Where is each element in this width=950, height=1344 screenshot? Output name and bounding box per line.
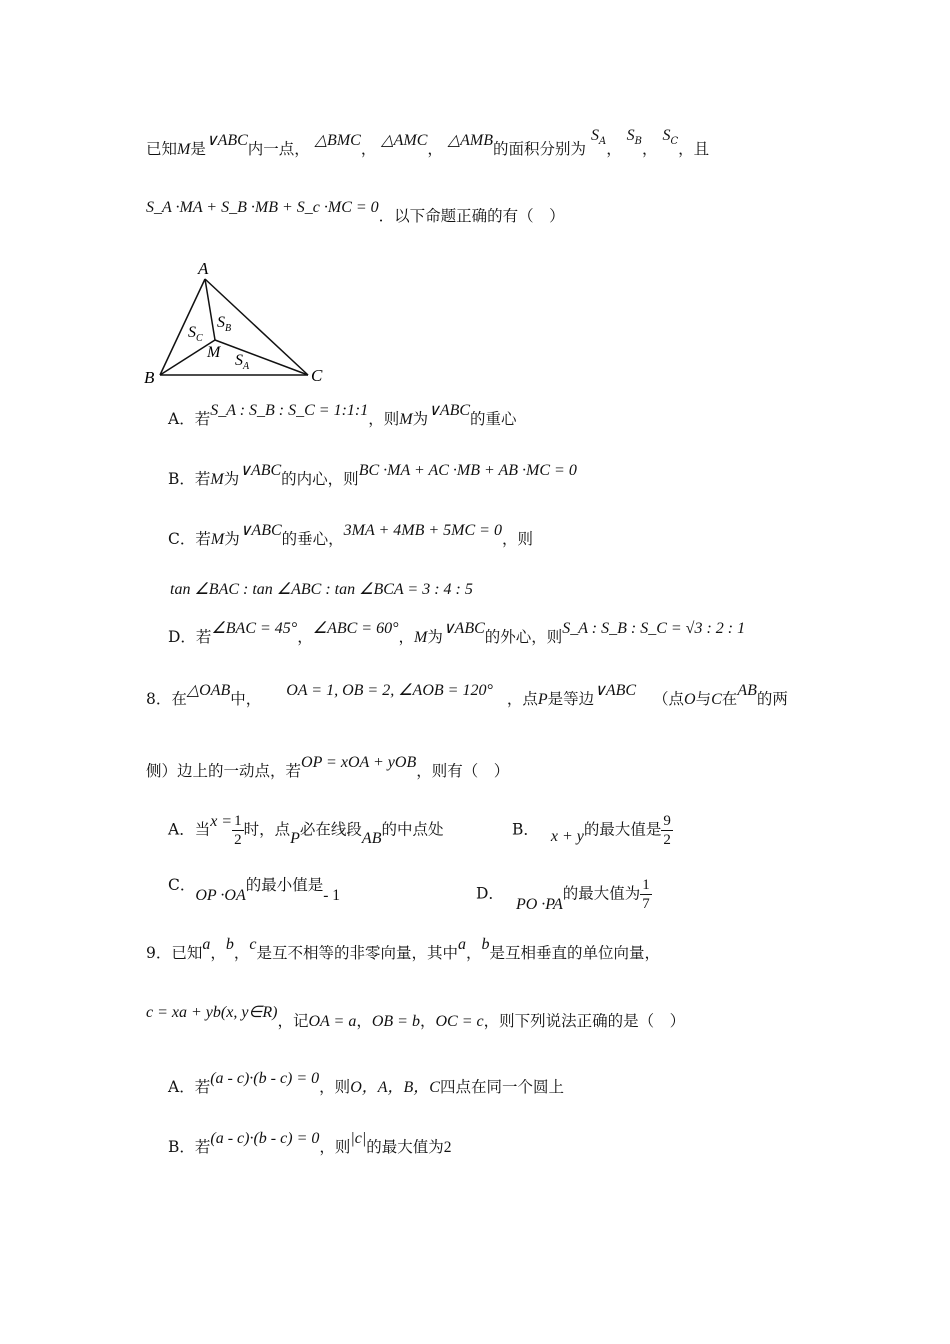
q7-option-b-equation: BC ·MA + AC ·MB + AB ·MC = 0 (358, 462, 577, 479)
q7-text: 为 (427, 628, 443, 646)
q7-angle-bac: ∠BAC = 45° (211, 620, 298, 637)
q9-option-b-equation: (a - c)·(b - c) = 0 (210, 1130, 320, 1147)
q7-var-m: M (210, 531, 225, 548)
q8-ab: AB (737, 682, 757, 699)
q8-dot-product: PO ·PA (515, 895, 563, 913)
q7-comma: ， (398, 628, 414, 646)
q7-option-d (168, 620, 746, 647)
q8-frac-nine-halves (661, 812, 673, 849)
q7-sb: S (626, 127, 635, 144)
q7-line2 (146, 199, 565, 226)
q7-text: 的外心，则 (484, 628, 563, 646)
segment-cm (215, 340, 308, 375)
q8-var-c: C (711, 691, 722, 708)
q8-dot-product: OP ·OA (195, 887, 246, 904)
q7-text: 已知 (146, 140, 178, 158)
q9-vec-b: b (225, 936, 234, 953)
q7-angle-abc: ∠ABC = 60° (312, 620, 399, 637)
q9-abs-c: |c| (350, 1130, 367, 1147)
q7-text: 是 (190, 140, 206, 158)
q9-points: O，A，B，C (350, 1079, 440, 1096)
q8-min-value: - 1 (323, 887, 341, 904)
q8-x-equals: x = (210, 812, 233, 830)
q7-text: 的重心 (470, 410, 517, 428)
q9-comma: ， (210, 944, 226, 962)
q8-option-d (476, 876, 652, 913)
q7-comma: ， (360, 140, 377, 158)
q9-oc: OC = c (435, 1013, 484, 1030)
q8-frac-half (232, 812, 244, 849)
q7-line1 (146, 127, 710, 159)
q7-sb-sub: B (634, 136, 642, 147)
q7-triangle: ∨ABC (239, 522, 282, 539)
q7-text: 为 (223, 470, 240, 488)
label-sc-s: S (188, 324, 196, 341)
q7-prompt: ．以下命题正确的有（ ） (378, 207, 565, 225)
frac-numerator: 1 (642, 877, 650, 893)
label-sb (217, 314, 231, 334)
q7-sc-sub: C (670, 136, 679, 147)
q7-amb: △AMB (447, 132, 493, 149)
q7-var-m: M (399, 411, 413, 428)
q7-var-m: M (414, 629, 428, 646)
q9-comma: ， (466, 944, 482, 962)
q7-text: 为 (412, 410, 429, 428)
q7-vector-equation: S_A ·MA + S_B ·MB + S_c ·MC = 0 (146, 199, 379, 216)
q8-line1 (146, 682, 788, 709)
q9-text: 是互相垂直的单位向量， (489, 944, 661, 962)
q7-text: 的面积分别为 (493, 140, 587, 158)
q7-amc: △AMC (381, 132, 428, 149)
q8-text: 的最小值是 (245, 876, 324, 894)
q7-text: 的垂心， (281, 530, 344, 548)
q7-text: 的内心，则 (281, 470, 359, 488)
q9-comma: ， (356, 1012, 372, 1030)
q8-text: 必在线段 (299, 820, 362, 839)
q9-option-b-label: B．若 (168, 1138, 211, 1156)
q8-triangle: △OAB (186, 682, 231, 699)
q7-option-c-tan (170, 580, 473, 599)
label-m: M (207, 344, 221, 361)
frac-denominator: 2 (663, 832, 671, 848)
q9-ob: OB = b (371, 1013, 420, 1030)
q9-text: ，则 (319, 1078, 351, 1096)
q9-number: 9．已知 (146, 944, 203, 962)
q8-option-b-label: B． (512, 820, 539, 839)
q7-option-c (168, 522, 533, 549)
q7-bmc: △BMC (314, 132, 361, 149)
q7-sa-sub: A (598, 136, 607, 147)
q8-text: 的中点处 (381, 820, 444, 839)
q8-var-p: P (537, 691, 548, 708)
q8-option-d-label: D． (476, 884, 504, 903)
q8-prompt: ，则有（ ） (416, 762, 510, 780)
q7-option-a-label: A．若 (168, 410, 211, 428)
q7-comma: ， (642, 140, 658, 158)
q9-text: 四点在同一个圆上 (439, 1078, 564, 1096)
q8-option-a (168, 812, 443, 849)
q8-text: 侧）边上的一动点，若 (146, 762, 302, 780)
label-sa (235, 352, 250, 372)
q8-var-p: P (290, 829, 300, 847)
q7-sc: S (662, 127, 671, 144)
label-sb-s: S (217, 314, 225, 331)
q9-text: 是互不相等的非零向量，其中 (256, 944, 459, 962)
q9-max-value: 2 (443, 1139, 452, 1156)
q8-option-b (512, 812, 673, 849)
q7-option-d-ratio: S_A : S_B : S_C = √3 : 2 : 1 (562, 620, 746, 637)
q8-text: （点 (653, 690, 685, 708)
q8-option-c-label: C． (168, 876, 196, 894)
q8-conditions: OA = 1, OB = 2, ∠AOB = 120° (286, 682, 493, 699)
q9-option-a-equation: (a - c)·(b - c) = 0 (210, 1070, 320, 1087)
q8-option-a-label: A．当 (168, 820, 211, 839)
q7-comma: ， (427, 140, 443, 158)
q7-triangle: ∨ABC (205, 132, 248, 149)
q7-option-b (168, 462, 577, 489)
q8-number: 8．在 (146, 690, 187, 708)
label-b: B (144, 368, 155, 387)
q9-line1 (146, 936, 661, 963)
q8-frac-seventh (640, 876, 652, 913)
q7-sa: S (590, 127, 599, 144)
q8-x-plus-y: x + y (550, 827, 584, 845)
q7-option-a-ratio: S_A : S_B : S_C = 1:1:1 (210, 402, 369, 419)
q7-text: 为 (224, 530, 240, 548)
label-sc-sub: C (196, 333, 203, 344)
frac-denominator: 7 (642, 896, 650, 912)
q9-vec-b: b (481, 936, 490, 953)
q9-vec-a: a (202, 936, 211, 953)
q7-text: ，则 (368, 410, 400, 428)
label-a: A (198, 259, 209, 278)
q8-text: 中， (230, 690, 262, 708)
q8-triangle-abc: ∨ABC (594, 682, 637, 699)
q8-text: 的最大值是 (583, 820, 662, 839)
q7-triangle: ∨ABC (442, 620, 485, 637)
q8-text: 的两 (756, 690, 788, 708)
label-c: C (311, 366, 323, 385)
q8-text: 是等边 (547, 690, 595, 708)
q9-vec-c: c (249, 936, 257, 953)
q8-text: 的最大值为 (562, 884, 641, 903)
q8-line2 (146, 754, 510, 781)
q9-option-b (168, 1130, 452, 1158)
frac-numerator: 1 (234, 813, 242, 829)
q7-triangle: ∨ABC (239, 462, 282, 479)
q7-comma: ， (297, 628, 313, 646)
q7-option-b-label: B．若 (168, 470, 211, 488)
q8-option-c (168, 876, 341, 904)
q8-vector-equation: OP = xOA + yOB (301, 754, 417, 771)
q7-var-m: M (210, 471, 224, 488)
q9-prompt: ，则下列说法正确的是（ ） (483, 1012, 686, 1030)
frac-numerator: 9 (663, 813, 671, 829)
q8-text: 在 (721, 690, 738, 708)
q7-triangle: ∨ABC (428, 402, 471, 419)
q7-option-d-label: D．若 (168, 628, 212, 646)
q7-triangle-figure (140, 255, 340, 390)
q9-text: ，则 (319, 1138, 351, 1156)
q8-text: 时，点 (243, 820, 291, 839)
q7-text: 内一点， (247, 140, 310, 158)
q9-option-a (168, 1070, 564, 1097)
q9-comma: ， (419, 1012, 436, 1030)
q9-text: 的最大值为 (366, 1138, 444, 1156)
q7-comma: ， (606, 140, 622, 158)
q9-oa: OA = a (308, 1013, 357, 1030)
q7-option-c-equation: 3MA + 4MB + 5MC = 0 (343, 522, 502, 539)
q8-text: 与 (695, 690, 712, 708)
q9-comma: ， (233, 944, 250, 962)
label-sa-sub: A (243, 361, 250, 372)
q9-option-a-label: A．若 (168, 1078, 211, 1096)
label-sa-s: S (235, 352, 243, 369)
q9-line2 (146, 1004, 686, 1031)
q7-option-a (168, 402, 517, 429)
q7-option-c-label: C．若 (168, 530, 211, 548)
q7-tan-ratio: tan ∠BAC : tan ∠ABC : tan ∠BCA = 3 : 4 : 5 (170, 581, 473, 598)
q7-text: ，且 (678, 140, 710, 158)
frac-denominator: 2 (234, 832, 242, 848)
segment-am (205, 279, 215, 340)
label-sb-sub: B (225, 323, 232, 334)
q9-vec-a: a (458, 936, 467, 953)
q7-var-m: M (177, 141, 191, 158)
q9-text: ，记 (277, 1012, 309, 1030)
q8-segment-ab: AB (361, 829, 382, 847)
q8-var-o: O (684, 691, 696, 708)
q8-text: ，点 (506, 690, 538, 708)
q9-c-expression: c = xa + yb(x, y∈R) (146, 1004, 278, 1021)
label-sc (188, 324, 203, 344)
q7-text: ，则 (501, 530, 533, 548)
